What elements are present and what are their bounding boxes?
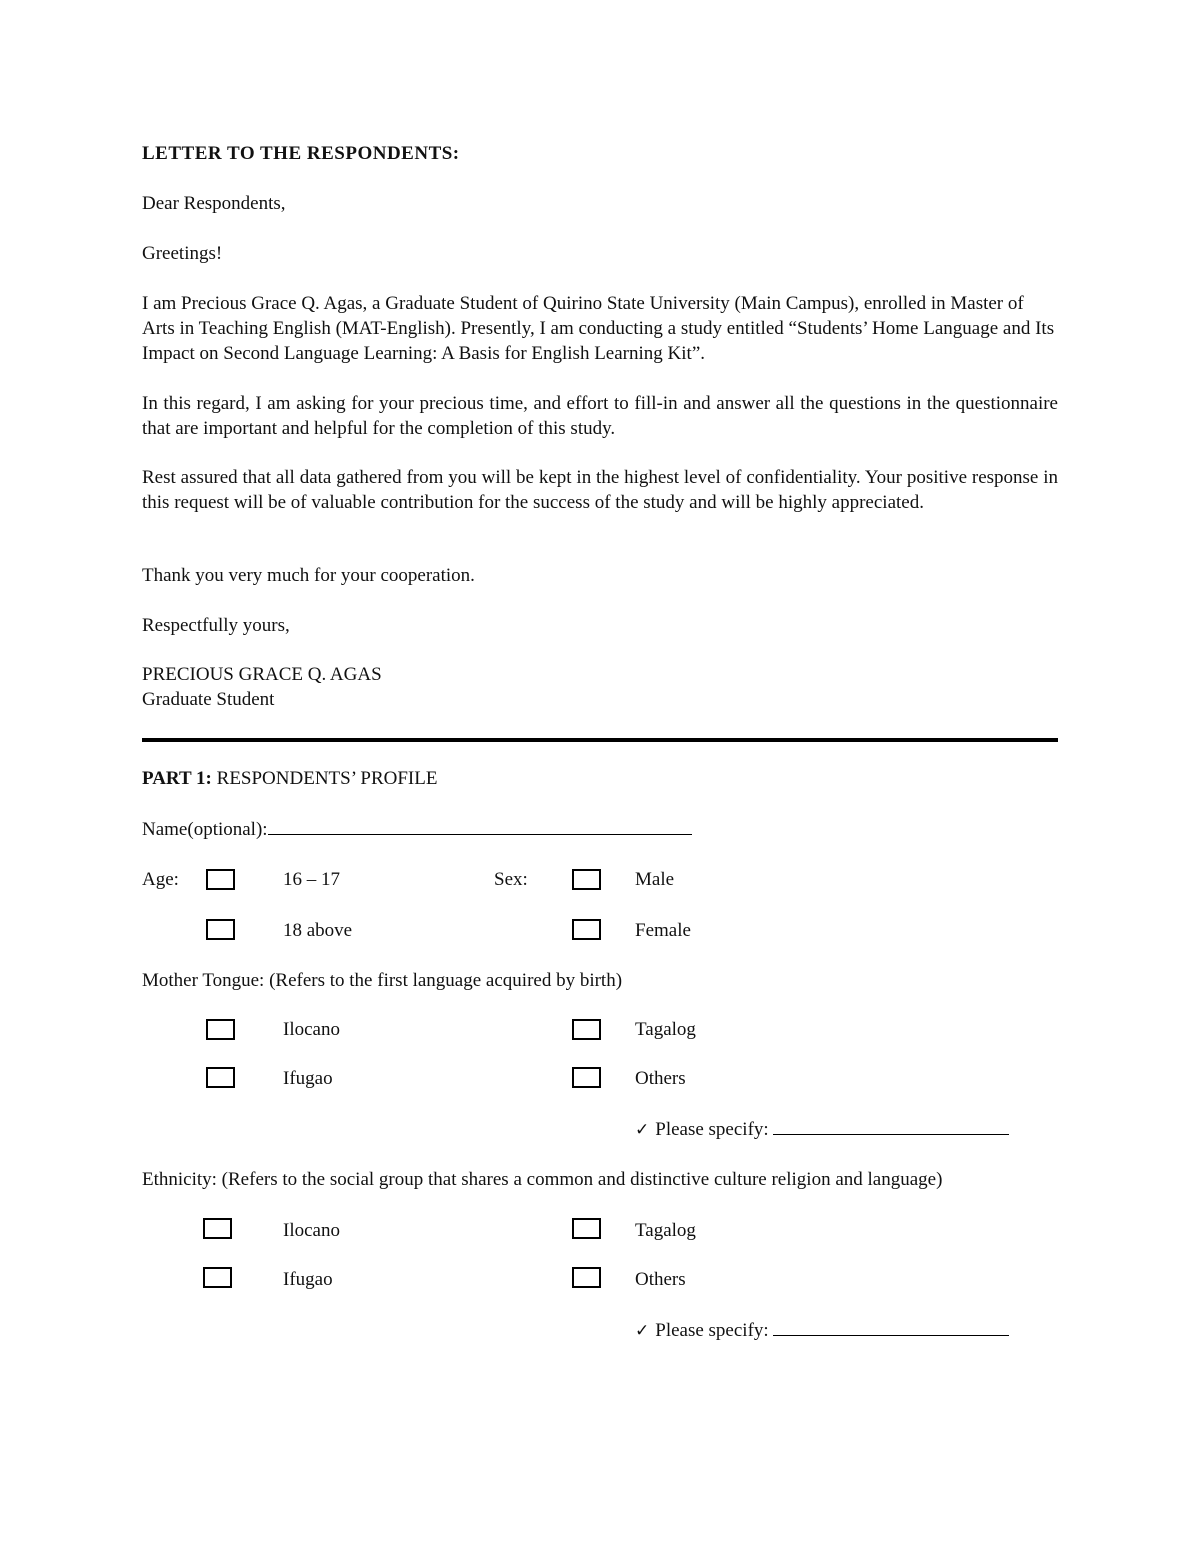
eth-others-label: Others (635, 1269, 686, 1290)
mt-specify-blank[interactable] (773, 1117, 1009, 1135)
eth-specify-blank[interactable] (773, 1318, 1009, 1336)
eth-specify-field[interactable] (635, 1318, 1009, 1344)
eth-specify-label: Please specify: (655, 1320, 769, 1341)
mt-ilocano-label: Ilocano (283, 1019, 340, 1040)
age-18-above-checkbox[interactable] (206, 919, 235, 940)
letter-paragraph-3: Rest assured that all data gathered from you will be kept in the highest level of confidentiality. Your positive response in this request will be of valuable contribution for the success of the study and will be highly appreciated. (142, 467, 1058, 513)
signatory-name: PRECIOUS GRACE Q. AGAS (142, 664, 382, 685)
age-16-17-label: 16 – 17 (283, 869, 340, 890)
thanks-line: Thank you very much for your cooperation. (142, 565, 475, 586)
letter-heading: LETTER TO THE RESPONDENTS: (142, 143, 460, 164)
ethnicity-label: Ethnicity: (Refers to the social group that shares a common and distinctive culture religion and language) (142, 1169, 943, 1190)
letter-paragraph-2: In this regard, I am asking for your precious time, and effort to fill-in and answer all the questions in the questionnaire that are important and helpful for the completion of this study. (142, 393, 1058, 439)
salutation: Dear Respondents, (142, 193, 286, 214)
mt-others-label: Others (635, 1068, 686, 1089)
age-16-17-checkbox[interactable] (206, 869, 235, 890)
eth-ilocano-label: Ilocano (283, 1220, 340, 1241)
age-18-above-label: 18 above (283, 920, 353, 941)
eth-tagalog-label: Tagalog (635, 1220, 696, 1241)
name-blank[interactable] (268, 817, 692, 835)
mt-specify-field[interactable] (635, 1117, 1009, 1143)
eth-tagalog-checkbox[interactable] (572, 1218, 601, 1239)
checkmark-icon: ✓ (635, 1321, 650, 1341)
mother-tongue-label: Mother Tongue: (Refers to the first language acquired by birth) (142, 970, 623, 991)
mt-tagalog-checkbox[interactable] (572, 1019, 601, 1040)
mt-specify-label: Please specify: (655, 1119, 769, 1140)
eth-ilocano-checkbox[interactable] (203, 1218, 232, 1239)
section-divider (142, 738, 1058, 742)
eth-others-checkbox[interactable] (572, 1267, 601, 1288)
letter-paragraph-1: I am Precious Grace Q. Agas, a Graduate Student of Quirino State University (Main Campus), enrolled in Master of Arts in Teaching English (MAT-English). Presently, I am conducting a study entitled “Students’ Home Language and Its Impact on Second Language Learning: A Basis for English Learning Kit”. (142, 293, 1055, 364)
signatory-title: Graduate Student (142, 689, 275, 710)
part1-heading (142, 767, 437, 792)
name-field[interactable] (142, 817, 692, 843)
mt-ilocano-checkbox[interactable] (206, 1019, 235, 1040)
name-label: Name(optional): (142, 819, 268, 840)
mt-others-checkbox[interactable] (572, 1067, 601, 1088)
sex-male-label: Male (635, 869, 675, 890)
eth-ifugao-checkbox[interactable] (203, 1267, 232, 1288)
age-label: Age: (142, 869, 179, 890)
mt-ifugao-checkbox[interactable] (206, 1067, 235, 1088)
mt-tagalog-label: Tagalog (635, 1019, 696, 1040)
sex-label: Sex: (494, 869, 528, 890)
sex-female-checkbox[interactable] (572, 919, 601, 940)
mt-ifugao-label: Ifugao (283, 1068, 333, 1089)
sex-male-checkbox[interactable] (572, 869, 601, 890)
eth-ifugao-label: Ifugao (283, 1269, 333, 1290)
sex-female-label: Female (635, 920, 691, 941)
part1-label: PART 1: (142, 768, 212, 789)
closing: Respectfully yours, (142, 615, 290, 636)
checkmark-icon: ✓ (635, 1120, 650, 1140)
greeting: Greetings! (142, 243, 223, 264)
part1-title: RESPONDENTS’ PROFILE (216, 768, 438, 789)
